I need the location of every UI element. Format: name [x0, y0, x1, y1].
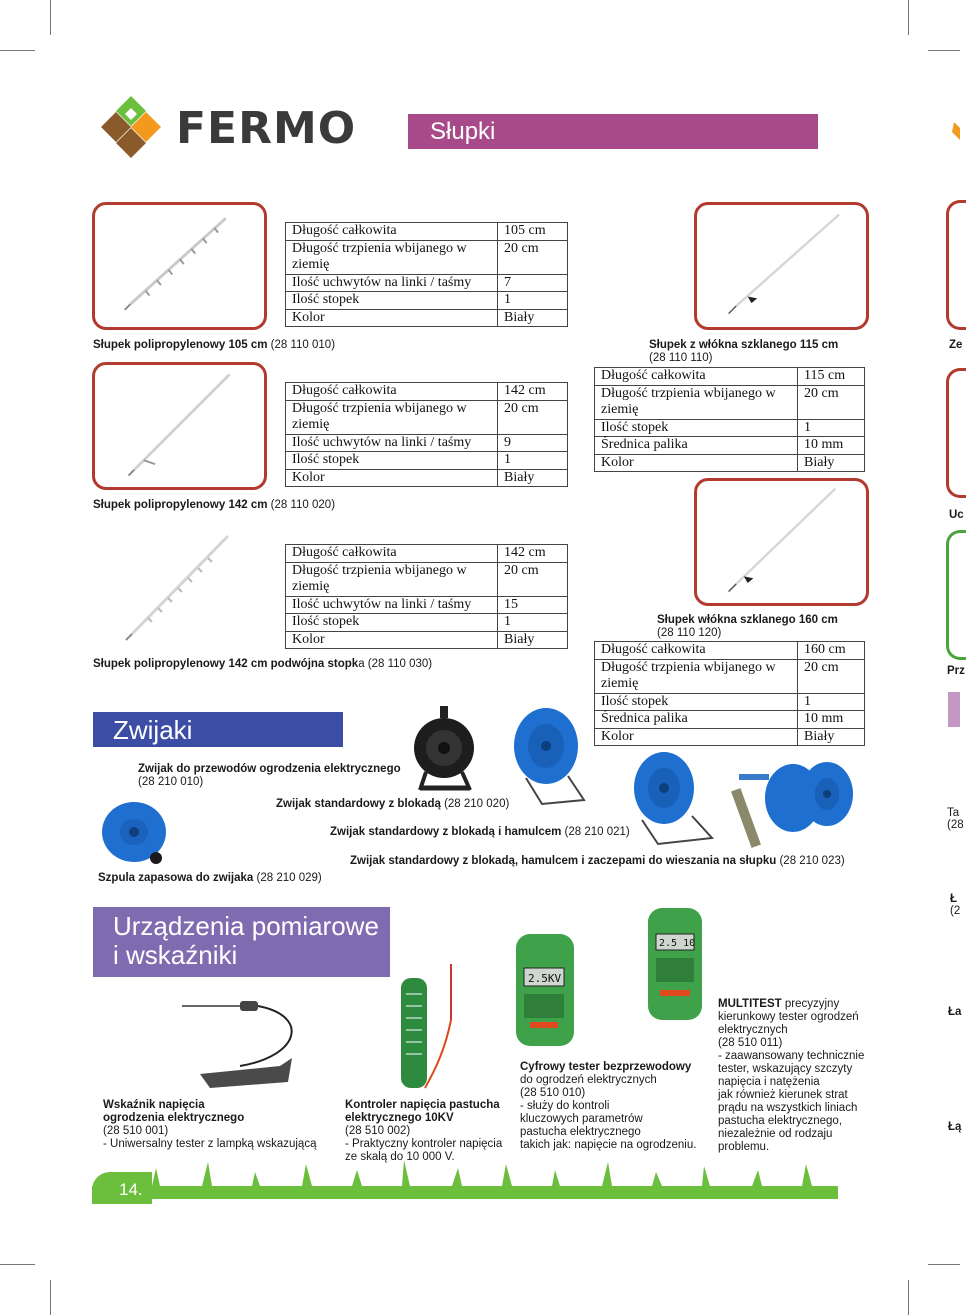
product-caption: [657, 614, 838, 640]
spec-label: Kolor: [595, 728, 798, 746]
spec-value: 160 cm: [798, 642, 865, 660]
product-desc-line: tester, wskazujący szczyty: [718, 1063, 853, 1075]
spec-label: Długość całkowita: [286, 545, 498, 563]
brand-name: FERMO: [176, 103, 357, 154]
tester-display-text: 2.5KV: [528, 972, 562, 985]
section-title-line: i wskaźniki: [113, 940, 238, 970]
spec-label: Kolor: [595, 454, 798, 472]
crop-mark: [908, 1280, 909, 1315]
spec-label: Ilość uchwytów na linki / taśmy: [286, 434, 498, 452]
product-name: Słupek włókna szklanego 160 cm: [657, 614, 838, 626]
spec-label: Ilość stopek: [286, 614, 498, 632]
product-name: Słupek z włókna szklanego 115 cm: [649, 339, 839, 351]
voltage-controller-image: [395, 960, 470, 1090]
product-name: Cyfrowy tester bezprzewodowy: [520, 1061, 692, 1073]
spec-value: 20 cm: [498, 400, 568, 434]
product-desc-line: - służy do kontroli: [520, 1100, 610, 1112]
product-name: elektrycznego 10KV: [345, 1112, 454, 1124]
spec-value: 1: [498, 292, 568, 310]
black-reel-image: [400, 702, 490, 794]
voltage-indicator-image: [180, 996, 305, 1096]
spec-table: [285, 544, 568, 649]
product-code: (28 110 010): [267, 339, 336, 351]
spec-label: Średnica palika: [595, 437, 798, 455]
spec-value: 7: [498, 274, 568, 292]
product-code: (28 110 020): [267, 499, 336, 511]
spec-table: [285, 222, 568, 327]
product-caption: [98, 872, 322, 885]
spec-label: Długość trzpienia wbijanego w ziemię: [595, 385, 798, 419]
spec-value: 10 mm: [798, 711, 865, 729]
spec-value: 9: [498, 434, 568, 452]
product-name: Słupek polipropylenowy 142 cm podwójna stopk: [93, 658, 359, 670]
spec-value: 20 cm: [498, 240, 568, 274]
spec-label: Długość trzpienia wbijanego w ziemię: [595, 659, 798, 693]
spec-label: Długość trzpienia wbijanego w ziemię: [286, 400, 498, 434]
pp-post-image: [95, 365, 264, 487]
spec-value: 142 cm: [498, 383, 568, 401]
spec-value: 1: [798, 693, 865, 711]
spec-value: Biały: [498, 631, 568, 649]
spec-table: [594, 641, 865, 746]
edge-text: [947, 807, 964, 831]
product-description: [103, 1099, 316, 1151]
product-desc-line: precyzyjny: [781, 998, 840, 1010]
product-caption: [93, 499, 335, 512]
edge-text-line: Ta: [947, 807, 960, 819]
crop-mark: [928, 1264, 960, 1265]
product-name: Kontroler napięcia pastucha: [345, 1099, 500, 1111]
edge-frame: [946, 530, 966, 660]
product-name: Zwijak standardowy z blokadą: [276, 798, 441, 810]
spec-value: 20 cm: [798, 385, 865, 419]
spec-label: Kolor: [286, 309, 498, 327]
spec-value: Biały: [498, 309, 568, 327]
spare-spool-image: [100, 800, 170, 868]
spec-label: Średnica palika: [595, 711, 798, 729]
product-desc-line: kluczowych parametrów: [520, 1113, 643, 1125]
product-caption: [138, 763, 401, 789]
blue-reel-hooks-image: [735, 752, 860, 850]
spec-table: [594, 367, 865, 472]
edge-text: Ze: [949, 339, 963, 351]
crop-mark: [928, 50, 960, 51]
product-code: a (28 110 030): [358, 658, 433, 670]
product-desc-line: - zaawansowany technicznie: [718, 1050, 865, 1062]
spec-value: Biały: [498, 469, 568, 487]
product-name: Słupek polipropylenowy 142 cm: [93, 499, 268, 511]
product-desc-line: do ogrodzeń elektrycznych: [520, 1074, 657, 1086]
spec-value: 1: [798, 419, 865, 437]
product-image-frame: [694, 478, 869, 606]
product-code: (28 510 001): [103, 1125, 169, 1137]
product-name: Zwijak do przewodów ogrodzenia elektrycznego: [138, 763, 401, 775]
page-number: 14.: [92, 1172, 152, 1204]
spec-label: Ilość stopek: [286, 452, 498, 470]
spec-label: Ilość uchwytów na linki / taśmy: [286, 596, 498, 614]
spec-value: 1: [498, 452, 568, 470]
product-desc-line: problemu.: [718, 1141, 770, 1153]
section-title-line: Urządzenia pomiarowe: [113, 911, 379, 941]
product-desc-line: takich jak: napięcie na ogrodzeniu.: [520, 1139, 697, 1151]
product-desc-line: - Uniwersalny tester z lampką wskazującą: [103, 1138, 317, 1150]
product-code: (28 210 023): [779, 855, 845, 867]
spec-value: 15: [498, 596, 568, 614]
product-code: (28 110 110): [649, 352, 713, 364]
product-code: (28 510 010): [520, 1087, 586, 1099]
fiberglass-post-image: [697, 205, 866, 327]
product-desc-line: napięcia i natężenia: [718, 1076, 820, 1088]
spec-label: Ilość stopek: [595, 419, 798, 437]
spec-label: Ilość stopek: [286, 292, 498, 310]
pp-post-image: [95, 205, 264, 327]
spec-label: Kolor: [286, 631, 498, 649]
spec-value: 1: [498, 614, 568, 632]
spec-value: 115 cm: [798, 368, 865, 386]
spec-label: Długość całkowita: [286, 223, 498, 241]
blue-reel-brake-image: [622, 748, 722, 848]
section-title-meters: [93, 907, 390, 977]
edge-text: Łą: [948, 1121, 962, 1133]
spec-value: 105 cm: [498, 223, 568, 241]
product-code: (28 510 011): [718, 1037, 783, 1049]
page-title: Słupki: [408, 114, 818, 149]
spec-label: Ilość stopek: [595, 693, 798, 711]
product-code: (28 210 029): [256, 872, 322, 884]
crop-mark: [50, 0, 51, 35]
fiberglass-post-image: [697, 481, 866, 603]
product-caption: [93, 658, 432, 671]
crop-mark: [0, 50, 35, 51]
section-title-reels: Zwijaki: [93, 712, 343, 747]
product-desc-line: pastucha elektrycznego: [520, 1126, 641, 1138]
fermo-logo-icon: [96, 94, 166, 164]
product-image-frame: [92, 362, 267, 490]
spec-value: Biały: [798, 728, 865, 746]
spec-value: 20 cm: [498, 562, 568, 596]
product-description: [520, 1061, 696, 1152]
product-desc-line: elektrycznych: [718, 1024, 788, 1036]
product-code: (28 210 010): [138, 776, 204, 788]
product-name: Wskaźnik napięcia: [103, 1099, 205, 1111]
product-name: Słupek polipropylenowy 105 cm: [93, 339, 268, 351]
grass-footer: [92, 1150, 838, 1202]
edge-text: Ła: [948, 1006, 962, 1018]
spec-label: Długość trzpienia wbijanego w ziemię: [286, 562, 498, 596]
crop-mark: [908, 0, 909, 35]
spec-value: Biały: [798, 454, 865, 472]
spec-label: Kolor: [286, 469, 498, 487]
spec-table: [285, 382, 568, 487]
spec-label: Długość całkowita: [286, 383, 498, 401]
product-code: (28 210 021): [564, 826, 630, 838]
product-desc-line: jak również kierunek strat: [718, 1089, 848, 1101]
product-desc-line: pastucha elektrycznego,: [718, 1115, 843, 1127]
product-code: (28 110 120): [657, 627, 722, 639]
product-desc-line: niezależnie od rodzaju: [718, 1128, 833, 1140]
edge-text: [950, 893, 960, 917]
edge-frame: [946, 200, 966, 330]
spec-value: 142 cm: [498, 545, 568, 563]
product-image-frame: [92, 202, 267, 330]
crop-mark: [0, 1264, 35, 1265]
product-image-frame: [694, 202, 869, 330]
product-name: Zwijak standardowy z blokadą i hamulcem: [330, 826, 562, 838]
edge-text-line: (28: [947, 819, 964, 831]
crop-mark: [50, 1280, 51, 1315]
edge-frame: [946, 368, 966, 498]
product-caption: [330, 826, 630, 839]
multitest-image: [644, 904, 706, 1024]
product-desc-line: prądu na wszystkich liniach: [718, 1102, 858, 1114]
product-name: MULTITEST: [718, 998, 782, 1010]
product-desc-line: ze skalą do 10 000 V.: [345, 1151, 455, 1163]
product-name: Zwijak standardowy z blokadą, hamulcem i zaczepami do wieszania na słupku: [350, 855, 777, 867]
logo-fragment-icon: [946, 118, 960, 148]
edge-band: [948, 692, 960, 727]
product-description: [718, 998, 864, 1154]
spec-label: Ilość uchwytów na linki / taśmy: [286, 274, 498, 292]
spec-label: Długość trzpienia wbijanego w ziemię: [286, 240, 498, 274]
product-code: (28 210 020): [444, 798, 510, 810]
spec-value: 10 mm: [798, 437, 865, 455]
spec-value: 20 cm: [798, 659, 865, 693]
product-caption: [276, 798, 509, 811]
digital-tester-image: [510, 930, 580, 1050]
product-code: (28 510 002): [345, 1125, 411, 1137]
edge-text-line: Ł: [950, 893, 958, 905]
blue-reel-image: [508, 700, 588, 810]
product-name: ogrodzenia elektrycznego: [103, 1112, 245, 1124]
product-caption: [350, 855, 845, 868]
pp-post-double-image: [92, 522, 267, 650]
product-caption: [649, 339, 838, 365]
edge-text-line: (2: [950, 905, 961, 917]
edge-text: Prz: [947, 665, 965, 677]
product-name: Szpula zapasowa do zwijaka: [98, 872, 254, 884]
product-caption: [93, 339, 335, 352]
product-desc-line: - Praktyczny kontroler napięcia: [345, 1138, 503, 1150]
spec-label: Długość całkowita: [595, 368, 798, 386]
tester-display-text: 2.5 10: [659, 938, 696, 949]
spec-label: Długość całkowita: [595, 642, 798, 660]
edge-text: Uc: [949, 509, 964, 521]
product-desc-line: kierunkowy tester ogrodzeń: [718, 1011, 859, 1023]
